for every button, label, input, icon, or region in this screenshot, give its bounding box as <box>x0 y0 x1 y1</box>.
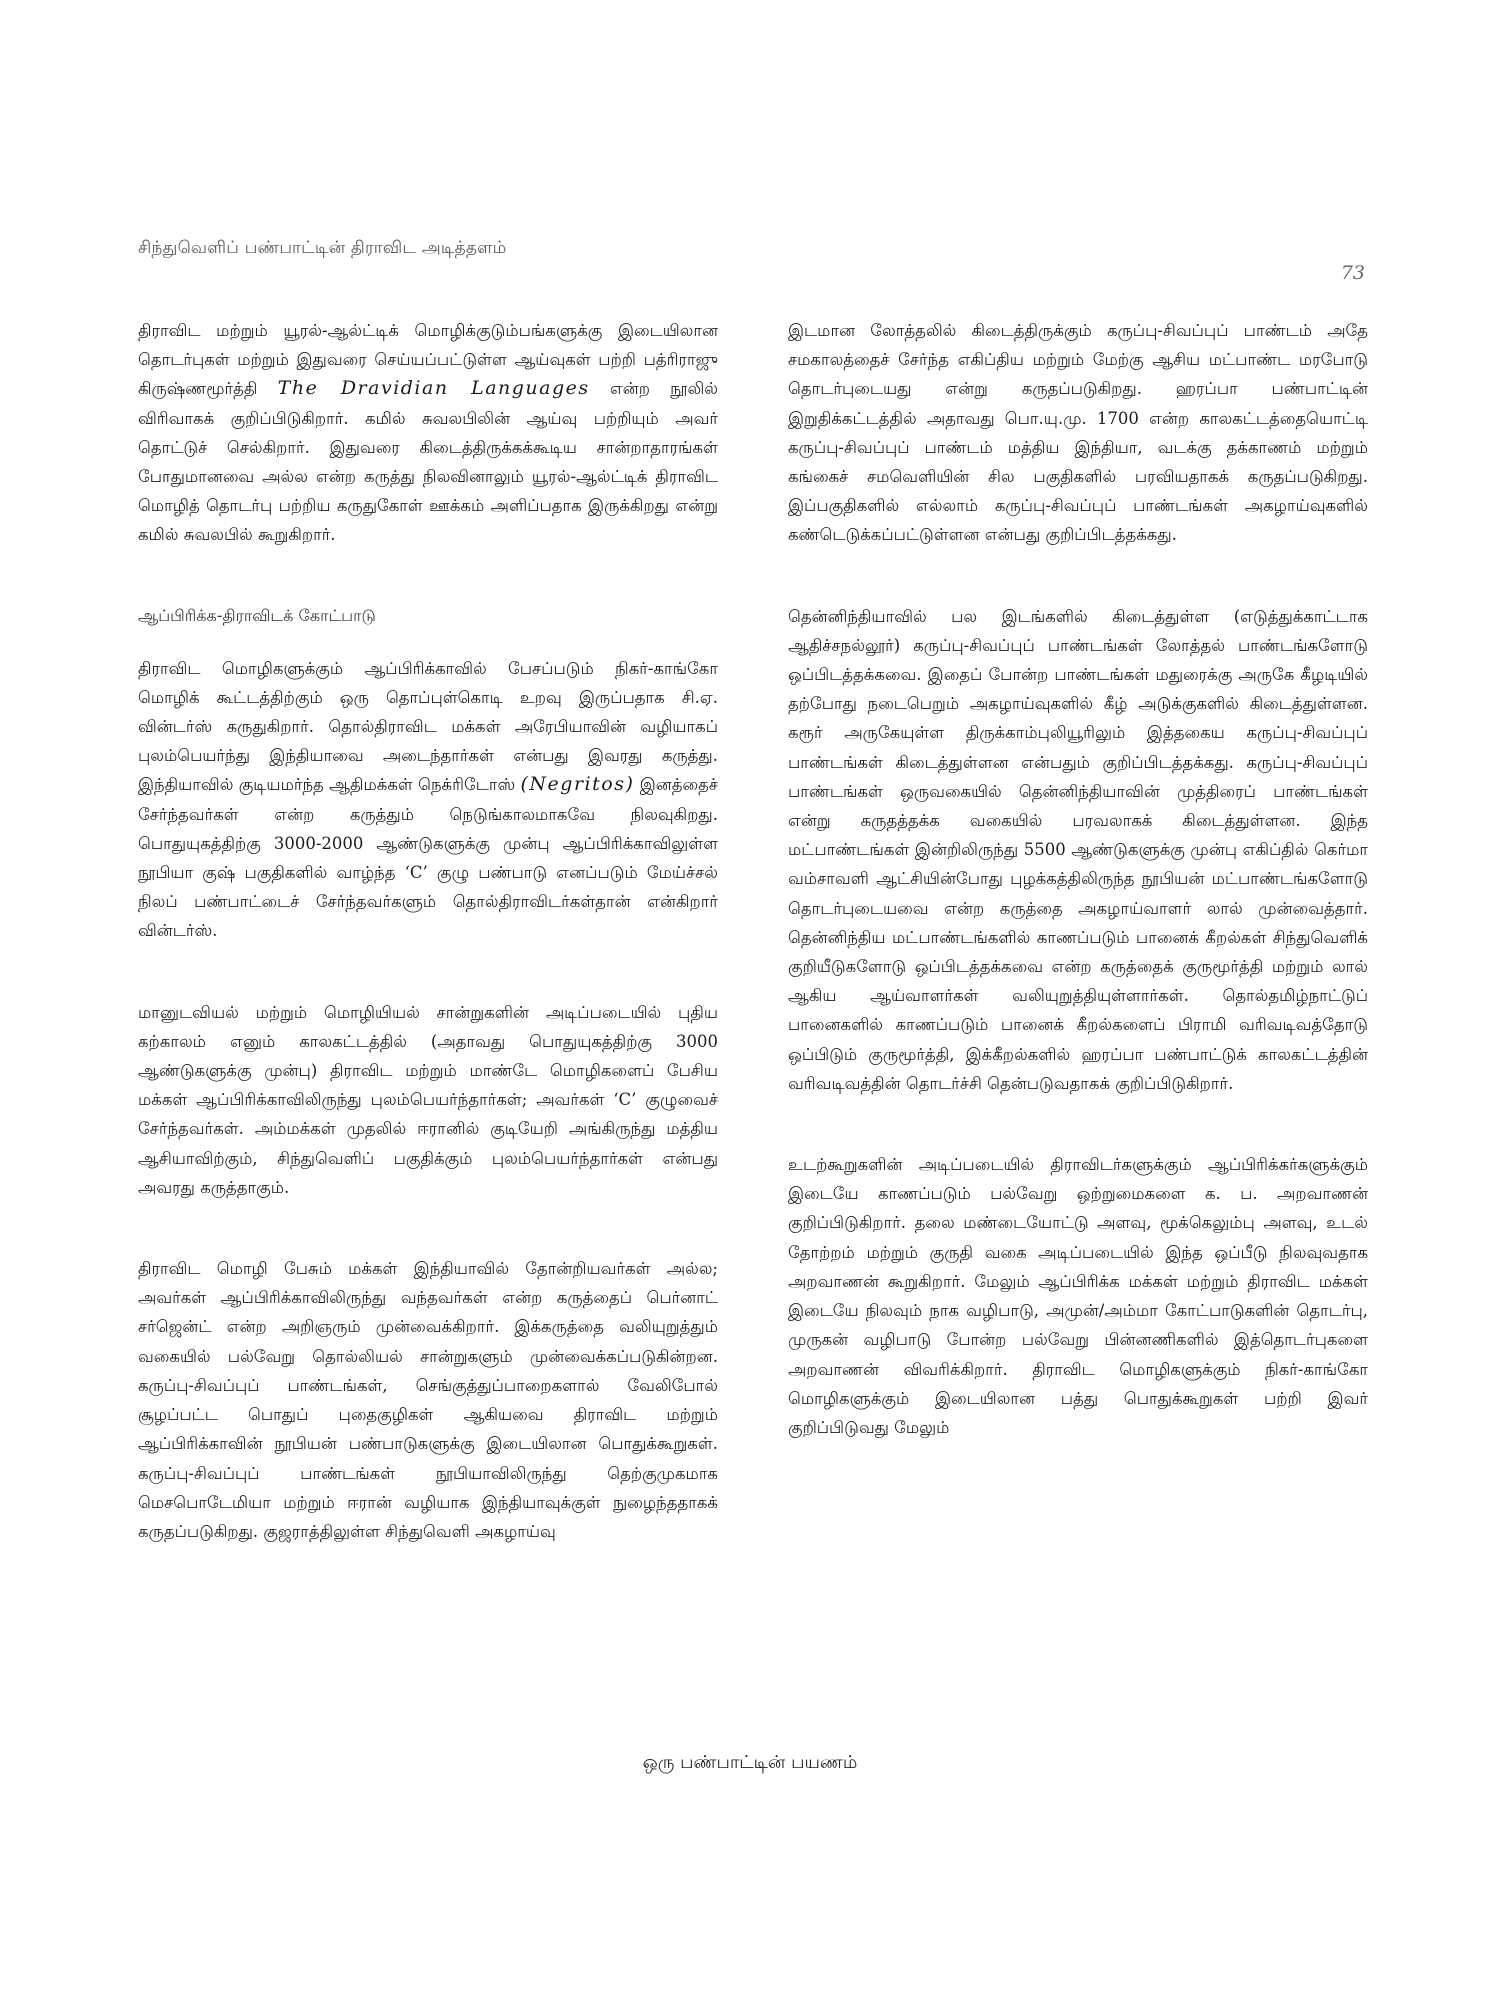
paragraph-migration: மானுடவியல் மற்றும் மொழியியல் சான்றுகளின் அடிப்படையில் புதிய கற்காலம் எனும் காலகட்டத்தில் (அதாவது பொதுயுகத்திற்கு 3000 ஆண்டுகளுக்கு முன்பு) திராவிட மற்றும் மாண்டே மொழிகளைப் பேசிய மக்கள் ஆப்பிரிக்காவிலிருந்து புலம்பெயர்ந்தார்கள்; அவர்கள் ‘C’ குழுவைச் சேர்ந்தவர்கள். அம்மக்கள் முதலில் ஈரானில் குடியேறி அங்கிருந்து மத்திய ஆசியாவிற்கும், சிந்துவெளிப் பகுதிக்கும் புலம்பெயர்ந்தார்கள் என்பது அவரது கருத்தாகும். <box>138 1002 718 1197</box>
paragraph-winters-theory: திராவிட மொழிகளுக்கும் ஆப்பிரிக்காவில் பேசப்படும் நிகர்-காங்கோ மொழிக் கூட்டத்திற்கும் ஒரு தொப்புள்கொடி உறவு இருப்பதாக சி.ஏ. வின்டர்ஸ் கருதுகிறார். தொல்திராவிட மக்கள் அரேபியாவின் வழியாகப் புலம்பெயர்ந்து இந்தியாவை அடைந்தார்கள் என்பது இவரது கருத்து. இந்தியாவில் குடியமர்ந்த ஆதிமக்கள் நெக்ரிடோஸ் (Negritos) இனத்தைச் சேர்ந்தவர்கள் என்ற கருத்தும் நெடுங்காலமாகவே நிலவுகிறது. பொதுயுகத்திற்கு 3000-2000 ஆண்டுகளுக்கு முன்பு ஆப்பிரிக்காவிலுள்ள நூபியா குஷ் பகுதிகளில் வாழ்ந்த ‘C’ குழு பண்பாடு எனப்படும் மேய்ச்சல் நிலப் பண்பாட்டைச் சேர்ந்தவர்களும் தொல்திராவிடர்கள்தான் என்கிறார் வின்டர்ஸ். <box>138 658 718 941</box>
right-column <box>788 316 1368 1494</box>
paragraph-lothal-pottery: இடமான லோத்தலில் கிடைத்திருக்கும் கருப்பு-சிவப்புப் பாண்டம் அதே சமகாலத்தைச் சேர்ந்த எகிப்திய மற்றும் மேற்கு ஆசிய மட்பாண்ட மரபோடு தொடர்புடையது என்று கருதப்படுகிறது. ஹரப்பா பண்பாட்டின் இறுதிக்கட்டத்தில் அதாவது பொ.யு.மு. 1700 என்ற காலகட்டத்தையொட்டி கருப்பு-சிவப்புப் பாண்டம் மத்திய இந்தியா, வடக்கு தக்காணம் மற்றும் கங்கைச் சமவெளியின் சில பகுதிகளில் பரவியதாகக் கருதப்படுகிறது. இப்பகுதிகளில் எல்லாம் கருப்பு-சிவப்புப் பாண்டங்கள் அகழாய்வுகளில் கண்டெடுக்கப்பட்டுள்ளன என்பது குறிப்பிடத்தக்கது. <box>788 321 1368 545</box>
book-title-dravidian-languages: The Dravidian Languages <box>277 377 590 400</box>
left-column <box>138 316 718 1598</box>
paragraph-south-india-pottery: தென்னிந்தியாவில் பல இடங்களில் கிடைத்துள்ள (எடுத்துக்காட்டாக ஆதிச்சநல்லூர்) கருப்பு-சிவப்புப் பாண்டங்கள் லோத்தல் பாண்டங்களோடு ஒப்பிடத்தக்கவை. இதைப் போன்ற பாண்டங்கள் மதுரைக்கு அருகே கீழடியில் தற்போது நடைபெறும் அகழாய்வுகளில் கீழ் அடுக்குகளில் கிடைத்துள்ளன. கரூர் அருகேயுள்ள திருக்காம்புலியூரிலும் இத்தகைய கருப்பு-சிவப்புப் பாண்டங்கள் கிடைத்துள்ளன என்பதும் குறிப்பிடத்தக்கது. கருப்பு-சிவப்புப் பாண்டங்கள் ஒருவகையில் தென்னிந்தியாவின் முத்திரைப் பாண்டங்கள் என்று கருதத்தக்க வகையில் பரவலாகக் கிடைத்துள்ளன. இந்த மட்பாண்டங்கள் இன்றிலிருந்து 5500 ஆண்டுகளுக்கு முன்பு எகிப்தில் கெர்மா வம்சாவளி ஆட்சியின்போது புழக்கத்திலிருந்த நூபியன் மட்பாண்டங்களோடு தொடர்புடையவை என்ற கருத்தை அகழாய்வாளர் லால் முன்வைத்தார். தென்னிந்திய மட்பாண்டங்களில் காணப்படும் பானைக் கீறல்கள் சிந்துவெளிக் குறியீடுகளோடு ஒப்பிடத்தக்கவை என்ற கருத்தைக் குருமூர்த்தி மற்றும் லால் ஆகிய ஆய்வாளர்கள் வலியுறுத்தியுள்ளார்கள். தொல்தமிழ்நாட்டுப் பானைகளில் காணப்படும் பானைக் கீறல்களைப் பிராமி வரிவடிவத்தோடு ஒப்பிடும் குருமூர்த்தி, இக்கீறல்களில் ஹரப்பா பண்பாட்டுக் காலகட்டத்தின் வரிவடிவத்தின் தொடர்ச்சி தென்படுவதாகக் குறிப்பிடுகிறார். <box>788 606 1368 1093</box>
running-header: சிந்துவெளிப் பண்பாட்டின் திராவிட அடித்தளம் <box>138 238 507 258</box>
page-number: 73 <box>1340 262 1365 284</box>
book-title-footer: ஒரு பண்பாட்டின் பயணம் <box>642 1752 858 1773</box>
paragraph-aravanan: உடற்கூறுகளின் அடிப்படையில் திராவிடர்களுக்கும் ஆப்பிரிக்கர்களுக்கும் இடையே காணப்படும் பல்வேறு ஒற்றுமைகளை க. ப. அறவாணன் குறிப்பிடுகிறார். தலை மண்டையோட்டு அளவு, மூக்கெலும்பு அளவு, உடல் தோற்றம் மற்றும் குருதி வகை அடிப்படையில் இந்த ஒப்பீடு நிலவுவதாக அறவாணன் கூறுகிறார். மேலும் ஆப்பிரிக்க மக்கள் மற்றும் திராவிட மக்கள் இடையே நிலவும் நாக வழிபாடு, அமுன்/அம்மா கோட்பாடுகளின் தொடர்பு, முருகன் வழிபாடு போன்ற பல்வேறு பின்னணிகளில் இத்தொடர்புகளை அறவாணன் விவரிக்கிறார். திராவிட மொழிகளுக்கும் நிகர்-காங்கோ மொழிகளுக்கும் இடையிலான பத்து பொதுக்கூறுகள் பற்றி இவர் குறிப்பிடுவது மேலும் <box>788 1155 1368 1437</box>
term-negritos: (Negritos) <box>520 773 635 796</box>
paragraph-sergent: திராவிட மொழி பேசும் மக்கள் இந்தியாவில் தோன்றியவர்கள் அல்ல; அவர்கள் ஆப்பிரிக்காவிலிருந்து வந்தவர்கள் என்ற கருத்தைப் பெர்னாட் சர்ஜென்ட் என்ற அறிஞரும் முன்வைக்கிறார். இக்கருத்தை வலியுறுத்தும் வகையில் பல்வேறு தொல்லியல் சான்றுகளும் முன்வைக்கப்படுகின்றன. கருப்பு-சிவப்புப் பாண்டங்கள், செங்குத்துப்பாறைகளால் வேலிபோல் சூழப்பட்ட பொதுப் புதைகுழிகள் ஆகியவை திராவிட மற்றும் ஆப்பிரிக்காவின் நூபியன் பண்பாடுகளுக்கு இடையிலான பொதுக்கூறுகள். கருப்பு-சிவப்புப் பாண்டங்கள் நூபியாவிலிருந்து தெற்குமுகமாக மெசபொடேமியா மற்றும் ஈரான் வழியாக இந்தியாவுக்குள் நுழைந்ததாகக் கருதப்படுகிறது. குஜராத்திலுள்ள சிந்துவெளி அகழாய்வு <box>138 1259 718 1541</box>
section-heading: ஆப்பிரிக்க-திராவிடக் கோட்பாடு <box>138 605 376 625</box>
paragraph-dravidian-uralic: திராவிட மற்றும் யூரல்-ஆல்ட்டிக் மொழிக்குடும்பங்களுக்கு இடையிலான தொடர்புகள் மற்றும் இதுவரை செய்யப்பட்டுள்ள ஆய்வுகள் பற்றி பத்ரிராஜு கிருஷ்ணமூர்த்தி The Dravidian Languages என்ற நூலில் விரிவாகக் குறிப்பிடுகிறார். கமில் சுவலபிலின் ஆய்வு பற்றியும் அவர் தொட்டுச் செல்கிறார். இதுவரை கிடைத்திருக்கக்கூடிய சான்றாதாரங்கள் போதுமானவை அல்ல என்ற கருத்து நிலவினாலும் யூரல்-ஆல்ட்டிக் திராவிட மொழித் தொடர்பு பற்றிய கருதுகோள் ஊக்கம் அளிப்பதாக இருக்கிறது என்று கமில் சுவலபில் கூறுகிறார். <box>138 321 719 545</box>
